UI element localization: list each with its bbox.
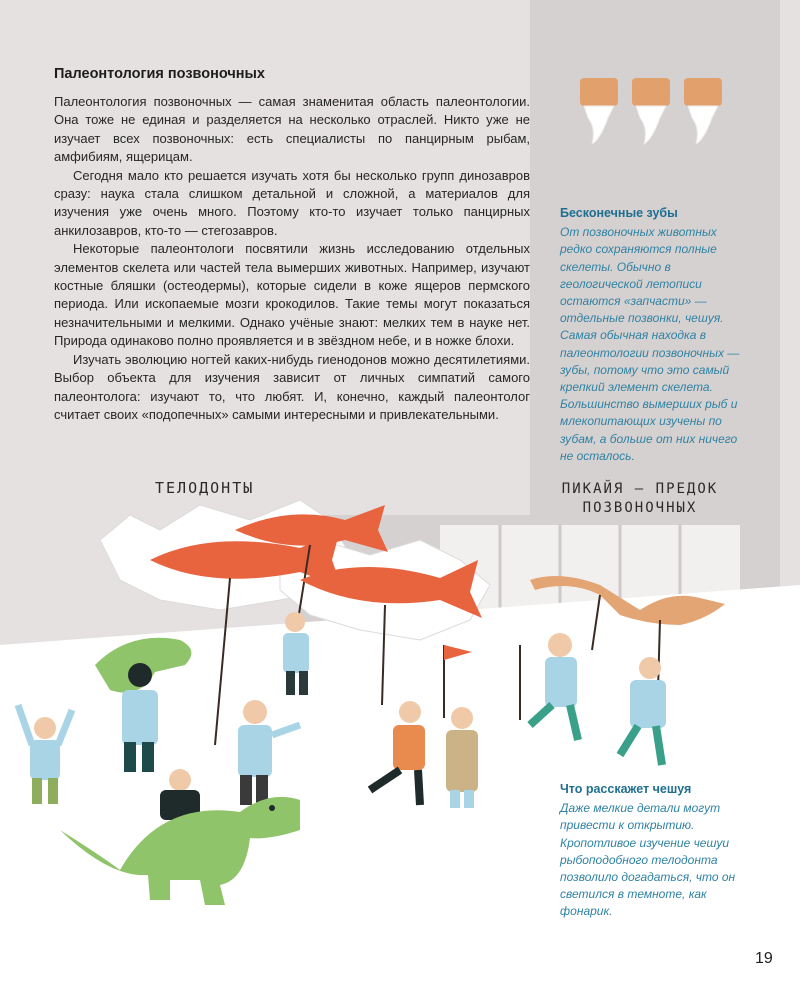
sidebar-teeth-text: От позвоночных животных редко сохраняются полные скелеты. Обычно в геологической летописи остаются «запчасти» — отдельные позвонки, чешуя. Самая обычная находка в палеонтологии позвоночных — зубы, потому что это самый крепкий элемент скелета. Большинство вымерших рыб и млекопитающих изучены по зубам, а больше от них ничего не осталось. [560, 225, 740, 463]
label-pikaia [545, 480, 735, 518]
sidebar-scales-text: Даже мелкие детали могут привести к открытию. Кропотливое изучение чешуи рыбоподобного телодонта позволило догадаться, что он светился в темноте, как фонарик. [560, 801, 736, 919]
article-heading: Палеонтология позвоночных [54, 66, 266, 82]
article-paragraph: Палеонтология позвоночных — самая знаменитая область палеонтологии. Она тоже не единая и разделяется на несколько отраслей. Никто уже не изучает всех позвоночных: есть специалисты по панцирным рыбам, амфибиям, ящерицам. [54, 94, 530, 165]
sidebar-teeth [560, 205, 750, 465]
teeth-icon [580, 78, 722, 144]
article-paragraph: Изучать эволюцию ногтей каких-нибудь гиенодонов можно десятилетиями. Выбор объекта для изучения зависит от личных симпатий самого палеонтолога: изучают то, что любят. И, конечно, каждый палеонтолог считает своих «подопечных» самыми интересными и привлекательными. [54, 351, 530, 422]
label-pikaia-line2: ПОЗВОНОЧНЫХ [582, 500, 698, 516]
article-paragraph: Некоторые палеонтологи посвятили жизнь исследованию отдельных элементов скелета или частей тела вымерших животных. Например, изучают костные бляшки (остеодермы), которые сидели в коже ящеров пермского периода. Или ископаемые мозги крокодилов. Такие темы могут показаться незначительными и мелкими. Однако учёные знают: мелких тем в науке нет. Природа одинаково полно проявляется и в звёздном небе, и в ножке блохи. [54, 241, 530, 349]
sidebar-scales [560, 781, 745, 921]
sidebar-scales-title: Что расскажет чешуя [560, 782, 692, 796]
sidebar-teeth-title: Бесконечные зубы [560, 206, 678, 220]
label-thelodonts: ТЕЛОДОНТЫ [155, 479, 255, 497]
article-paragraph: Сегодня мало кто решается изучать хотя бы несколько групп динозавров сразу: наука стала слишком детальной и сложной, а материалов для изучения уже очень много. Поэтому кто-то изучает только панцирных анкилозавров, кто-то — стегозавров. [54, 167, 530, 238]
page-number: 19 [755, 950, 773, 967]
article-body [54, 93, 530, 424]
label-pikaia-line1: ПИКАЙЯ — ПРЕДОК [561, 481, 719, 497]
